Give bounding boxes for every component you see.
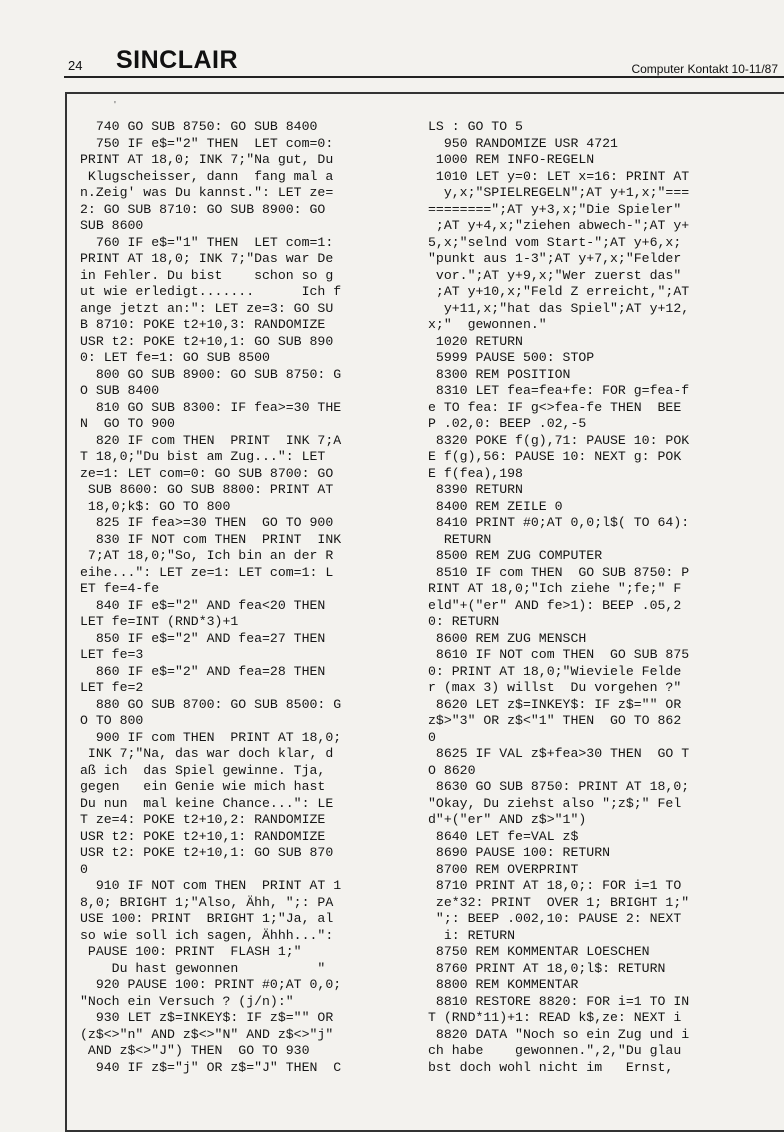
code-line: 1020 RETURN <box>428 333 523 349</box>
code-line: y+11,x;"hat das Spiel";AT y+12, <box>428 300 690 316</box>
code-line: eld"+("er" AND fe>1): BEEP .05,2 <box>428 597 682 613</box>
code-line: T ze=4: POKE t2+10,2: RANDOMIZE <box>80 812 326 827</box>
code-line: ange jetzt an:": LET ze=3: GO SU <box>80 300 334 316</box>
code-line: 930 LET z$=INKEY$: IF z$="" OR <box>80 1010 334 1025</box>
code-line: i: RETURN <box>428 927 516 943</box>
code-line: 0 <box>428 729 436 745</box>
code-line: B 8710: POKE t2+10,3: RANDOMIZE <box>80 317 326 332</box>
code-line: 0: LET fe=1: GO SUB 8500 <box>80 350 270 365</box>
code-line: 18,0;k$: GO TO 800 <box>80 498 231 514</box>
code-line: gegen ein Genie wie mich hast <box>80 779 326 794</box>
code-line: 8,0; BRIGHT 1;"Also, Ähh, ";: PA <box>80 894 334 910</box>
code-line: 8640 LET fe=VAL z$ <box>428 828 579 844</box>
code-line: ;AT y+10,x;"Feld Z erreicht,";AT <box>428 284 690 299</box>
code-line: P .02,0: BEEP .02,-5 <box>428 416 587 431</box>
code-line: O SUB 8400 <box>80 383 160 398</box>
code-line: 850 IF e$="2" AND fea=27 THEN <box>80 630 326 646</box>
code-line: LET fe=INT (RND*3)+1 <box>80 614 239 629</box>
code-line: d"+("er" AND z$>"1") <box>428 812 587 827</box>
code-line: USR t2: POKE t2+10,1: GO SUB 890 <box>80 333 334 349</box>
code-line: 0 <box>80 861 88 877</box>
code-line: 8760 PRINT AT 18,0;l$: RETURN <box>428 960 666 976</box>
code-line: 8510 IF com THEN GO SUB 8750: P <box>428 564 690 580</box>
code-line: (z$<>"n" AND z$<>"N" AND z$<>"j" <box>80 1026 334 1042</box>
code-line: 5,x;"selnd vom Start-";AT y+6,x; <box>428 234 682 250</box>
code-line: 8800 REM KOMMENTAR <box>428 977 579 992</box>
code-line: USR t2: POKE t2+10,1: GO SUB 870 <box>80 845 334 860</box>
code-line: 820 IF com THEN PRINT INK 7;A <box>80 432 342 448</box>
code-line: ========";AT y+3,x;"Die Spieler" <box>428 201 682 217</box>
code-line: T (RND*11)+1: READ k$,ze: NEXT i <box>428 1010 682 1025</box>
code-line: Klugscheisser, dann fang mal a <box>80 168 334 184</box>
code-line: 8690 PAUSE 100: RETURN <box>428 845 611 860</box>
code-line: 8500 REM ZUG COMPUTER <box>428 548 603 563</box>
code-line: 0: PRINT AT 18,0;"Wieviele Felde <box>428 663 682 679</box>
code-line: PRINT AT 18,0; INK 7;"Das war De <box>80 251 334 266</box>
code-line: ;AT y+4,x;"ziehen abwech-";AT y+ <box>428 218 690 233</box>
code-line: T 18,0;"Du bist am Zug...": LET <box>80 449 326 464</box>
page-number: 24 <box>68 58 83 73</box>
code-line: USE 100: PRINT BRIGHT 1;"Ja, al <box>80 911 334 926</box>
code-line: 940 IF z$="j" OR z$="J" THEN C <box>80 1059 342 1075</box>
code-line: E f(fea),198 <box>428 465 523 481</box>
code-line: RINT AT 18,0;"Ich ziehe ";fe;" F <box>428 581 682 596</box>
code-line: 920 PAUSE 100: PRINT #0;AT 0,0; <box>80 977 342 992</box>
code-line: RETURN <box>428 531 492 547</box>
code-line: AND z$<>"J") THEN GO TO 930 <box>80 1043 310 1058</box>
code-line: E f(g),56: PAUSE 10: NEXT g: POK <box>428 449 682 464</box>
header-rule <box>64 76 784 78</box>
code-line: N GO TO 900 <box>80 416 175 431</box>
code-line: 5999 PAUSE 500: STOP <box>428 350 595 365</box>
code-line: 8620 LET z$=INKEY$: IF z$="" OR <box>428 696 682 712</box>
listing-right-column <box>428 119 778 1076</box>
code-line: INK 7;"Na, das war doch klar, d <box>80 746 334 761</box>
code-line: Du hast gewonnen " <box>80 960 326 976</box>
code-line: 7;AT 18,0;"So, Ich bin an der R <box>80 548 334 563</box>
code-line: LS : GO TO 5 <box>428 119 523 134</box>
code-line: ze*32: PRINT OVER 1; BRIGHT 1;" <box>428 894 690 910</box>
code-line: 8610 IF NOT com THEN GO SUB 875 <box>428 647 690 662</box>
code-line: z$>"3" OR z$<"1" THEN GO TO 862 <box>428 713 682 728</box>
code-line: "Okay, Du ziehst also ";z$;" Fel <box>428 795 682 811</box>
code-line: ze=1: LET com=0: GO SUB 8700: GO <box>80 465 334 481</box>
code-line: 800 GO SUB 8900: GO SUB 8750: G <box>80 366 342 382</box>
code-line: 8710 PRINT AT 18,0;: FOR i=1 TO <box>428 878 682 893</box>
code-line: "punkt aus 1-3";AT y+7,x;"Felder <box>428 251 682 266</box>
code-line: 2: GO SUB 8710: GO SUB 8900: GO <box>80 201 326 217</box>
magazine-title: SINCLAIR <box>116 46 239 74</box>
code-line: 900 IF com THEN PRINT AT 18,0; <box>80 729 342 745</box>
code-line: 8810 RESTORE 8820: FOR i=1 TO IN <box>428 993 690 1009</box>
code-line: x;" gewonnen." <box>428 317 547 332</box>
code-line: 950 RANDOMIZE USR 4721 <box>428 135 618 151</box>
issue-label: Computer Kontakt 10-11/87 <box>631 62 778 76</box>
code-line: 740 GO SUB 8750: GO SUB 8400 <box>80 119 318 134</box>
code-line: 830 IF NOT com THEN PRINT INK <box>80 531 342 547</box>
code-line: aß ich das Spiel gewinne. Tja, <box>80 762 326 778</box>
code-line: 8320 POKE f(g),71: PAUSE 10: POK <box>428 432 690 448</box>
code-line: 8700 REM OVERPRINT <box>428 861 579 877</box>
code-line: 8625 IF VAL z$+fea>30 THEN GO T <box>428 746 690 761</box>
code-line: LET fe=2 <box>80 680 144 695</box>
code-line: 910 IF NOT com THEN PRINT AT 1 <box>80 878 342 893</box>
listing-left-column <box>80 119 396 1076</box>
code-line: 8820 DATA "Noch so ein Zug und i <box>428 1026 690 1042</box>
code-line: so wie soll ich sagen, Ähhh...": <box>80 927 334 943</box>
code-line: Du nun mal keine Chance...": LE <box>80 795 334 811</box>
code-line: 8300 REM POSITION <box>428 366 571 382</box>
code-line: 8750 REM KOMMENTAR LOESCHEN <box>428 944 650 959</box>
code-line: 860 IF e$="2" AND fea=28 THEN <box>80 663 326 679</box>
code-line: in Fehler. Du bist schon so g <box>80 267 334 283</box>
code-line: 8630 GO SUB 8750: PRINT AT 18,0; <box>428 779 690 794</box>
code-line: ut wie erledigt....... Ich f <box>80 284 342 299</box>
code-line: 840 IF e$="2" AND fea<20 THEN <box>80 597 326 613</box>
code-line: 1010 LET y=0: LET x=16: PRINT AT <box>428 168 690 184</box>
code-line: n.Zeig' was Du kannst.": LET ze= <box>80 185 334 200</box>
code-line: 1000 REM INFO-REGELN <box>428 152 595 167</box>
code-line: 750 IF e$="2" THEN LET com=0: <box>80 135 334 151</box>
code-line: 760 IF e$="1" THEN LET com=1: <box>80 234 334 250</box>
code-line: USR t2: POKE t2+10,1: RANDOMIZE <box>80 828 326 844</box>
code-line: 8410 PRINT #0;AT 0,0;l$( TO 64): <box>428 515 690 530</box>
code-line: 825 IF fea>=30 THEN GO TO 900 <box>80 515 334 530</box>
code-line: eihe...": LET ze=1: LET com=1: L <box>80 564 334 580</box>
code-line: SUB 8600 <box>80 218 144 233</box>
code-line: 8390 RETURN <box>428 482 523 497</box>
code-line: SUB 8600: GO SUB 8800: PRINT AT <box>80 482 334 497</box>
code-line: vor.";AT y+9,x;"Wer zuerst das" <box>428 267 682 283</box>
code-line: PRINT AT 18,0; INK 7;"Na gut, Du <box>80 152 334 167</box>
code-line: LET fe=3 <box>80 647 144 662</box>
code-line: r (max 3) willst Du vorgehen ?" <box>428 680 682 695</box>
code-line: O TO 800 <box>80 713 144 728</box>
code-line: PAUSE 100: PRINT FLASH 1;" <box>80 944 302 959</box>
code-line: 810 GO SUB 8300: IF fea>=30 THE <box>80 399 342 415</box>
code-line: bst doch wohl nicht im Ernst, <box>428 1059 674 1075</box>
code-line: ET fe=4-fe <box>80 581 160 596</box>
code-line: ch habe gewonnen.",2,"Du glau <box>428 1043 682 1058</box>
code-line: e TO fea: IF g<>fea-fe THEN BEE <box>428 399 682 415</box>
code-line: 8400 REM ZEILE 0 <box>428 498 563 514</box>
code-line: 0: RETURN <box>428 614 500 629</box>
tick-mark: ' <box>114 100 116 111</box>
code-line: 8600 REM ZUG MENSCH <box>428 630 587 646</box>
code-line: y,x;"SPIELREGELN";AT y+1,x;"=== <box>428 185 690 200</box>
code-line: 8310 LET fea=fea+fe: FOR g=fea-f <box>428 383 690 398</box>
code-line: 880 GO SUB 8700: GO SUB 8500: G <box>80 696 342 712</box>
code-line: ";: BEEP .002,10: PAUSE 2: NEXT <box>428 911 682 926</box>
code-line: O 8620 <box>428 762 476 778</box>
code-line: "Noch ein Versuch ? (j/n):" <box>80 993 294 1009</box>
